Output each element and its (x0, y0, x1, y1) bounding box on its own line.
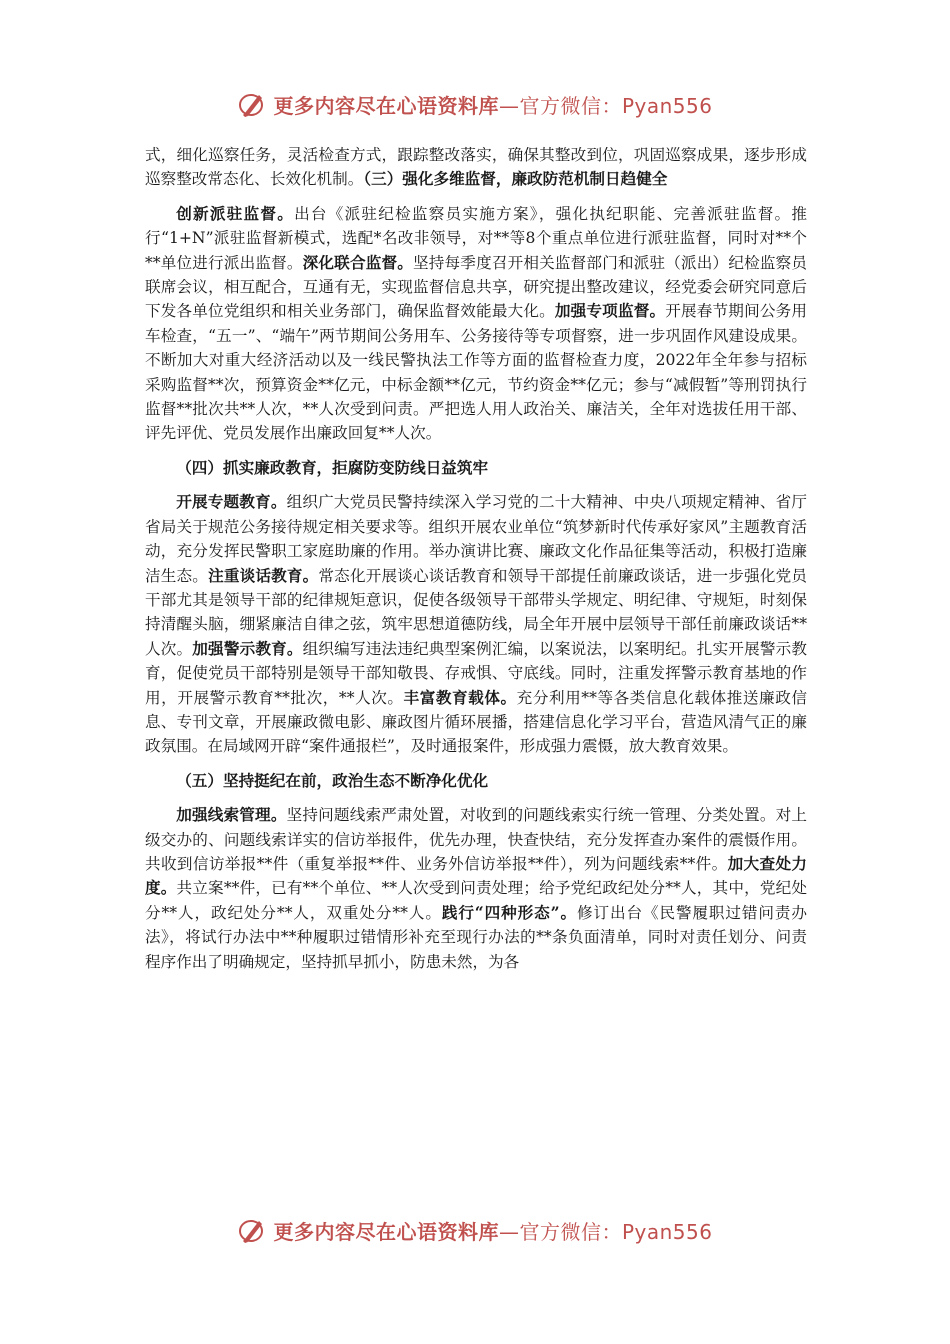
section-heading-5: （五）坚持挺纪在前，政治生态不断净化优化 (176, 770, 489, 790)
header-watermark-banner (0, 84, 950, 124)
pen-logo-icon (237, 1215, 267, 1245)
footer-watermark-banner (0, 1210, 950, 1250)
section-heading-4: （四）抓实廉政教育，拒腐防变防线日益筑牢 (176, 457, 489, 477)
paragraph-continuation: 式，细化巡察任务，灵活检查方式，跟踪整改落实，确保其整改到位，巩固巡察成果，逐步形成巡察整改常态化、长效化机制。（三）强化多维监督，廉政防范机制日趋健全 (145, 146, 807, 189)
paragraph-supervision: 创新派驻监督。出台《派驻纪检监察员实施方案》，强化执纪职能、完善派驻监督。推行“1+N”派驻监督新模式，选配*名改非领导，对**等8个重点单位进行派驻监督，同时对**个**单位进行派出监督。深化联合监督。坚持每季度召开相关监督部门和派驻（派出）纪检监察员联席会议，相互配合，互通有无，实现监督信息共享，研究提出整改建议，经党委会研究同意后下发各单位党组织和相关业务部门，确保监督效能最大化。加强专项监督。开展春节期间公务用车检查，“五一”、“端午”两节期间公务用车、公务接待等专项督察，进一步巩固作风建设成果。不断加大对重大经济活动以及一线民警执法工作等方面的监督检查力度，2022年全年参与招标采购监督**次，预算资金**亿元，中标金额**亿元，节约资金**亿元；参与“减假暂”等刑罚执行监督**批次共**人次，**人次受到问责。严把选人用人政治关、廉洁关，全年对选拔任用干部、评先评优、党员发展作出廉政回复**人次。 (145, 203, 807, 443)
pen-logo-icon (237, 89, 267, 119)
watermark-text: 更多内容尽在心语资料库—官方微信：Pyan556 (273, 93, 713, 118)
document-body (145, 143, 807, 974)
watermark-text: 更多内容尽在心语资料库—官方微信：Pyan556 (273, 1219, 713, 1244)
paragraph-discipline: 加强线索管理。坚持问题线索严肃处置，对收到的问题线索实行统一管理、分类处置。对上级交办的、问题线索详实的信访举报件，优先办理，快查快结，充分发挥查办案件的震慑作用。共收到信访举报**件（重复举报**件、业务外信访举报**件），列为问题线索**件。加大查处力度。共立案**件，已有**个单位、**人次受到问责处理；给予党纪政纪处分**人，其中，党纪处分**人，政纪处分**人，双重处分**人。践行“四种形态”。修订出台《民警履职过错问责办法》，将试行办法中**种履职过错情形补充至现行办法的**条负面清单，同时对责任划分、问责程序作出了明确规定，坚持抓早抓小，防患未然，为各 (145, 805, 807, 971)
paragraph-education: 开展专题教育。组织广大党员民警持续深入学习党的二十大精神、中央八项规定精神、省厅省局关于规范公务接待规定相关要求等。组织开展农业单位“筑梦新时代传承好家风”主题教育活动，充分发挥民警职工家庭助廉的作用。举办演讲比赛、廉政文化作品征集等活动，积极打造廉洁生态。注重谈话教育。常态化开展谈心谈话教育和领导干部提任前廉政谈话，进一步强化党员干部尤其是领导干部的纪律规矩意识，促使各级领导干部带头学规定、明纪律、守规矩，时刻保持清醒头脑，绷紧廉洁自律之弦，筑牢思想道德防线，局全年开展中层领导干部任前廉政谈话**人次。加强警示教育。组织编写违法违纪典型案例汇编，以案说法，以案明纪。扎实开展警示教育，促使党员干部特别是领导干部知敬畏、存戒惧、守底线。同时，注重发挥警示教育基地的作用，开展警示教育**批次，**人次。丰富教育载体。充分利用**等各类信息化载体推送廉政信息、专刊文章，开展廉政微电影、廉政图片循环展播，搭建信息化学习平台，营造风清气正的廉政氛围。在局域网开辟“案件通报栏”，及时通报案件，形成强力震慑，放大教育效果。 (145, 492, 807, 756)
